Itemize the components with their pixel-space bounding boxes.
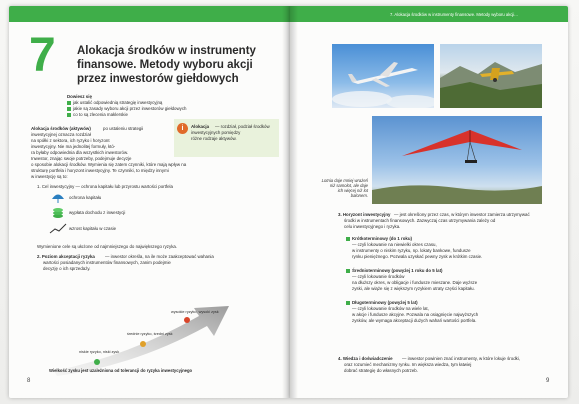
bullet-icon: [67, 101, 71, 105]
intro-lead: Alokacja środków (aktywów): [31, 126, 91, 131]
hang-glider-photo: [372, 116, 542, 204]
sub-item-title: Krótkoterminowy (do 1 roku): [352, 236, 413, 241]
right-page: [290, 6, 568, 398]
airplane-photo: [332, 44, 434, 108]
goal-label: wzrost kapitału w czasie: [69, 226, 117, 231]
item-3-line: — jest określony przez czas, w którym inwestor zamierza utrzymywać: [394, 212, 530, 217]
arrow-label-high: wysokie ryzyko, wysoki zysk: [171, 310, 219, 314]
item-4-title: 4. Wiedza i doświadczenie: [338, 356, 393, 361]
intro-line: ra byłaby odpowiednia dla wszystkich inwestorów.: [31, 150, 129, 155]
sub-item-line: zyski, ale wiąże się z większym ryzykiem utraty części kapitału.: [352, 286, 475, 291]
item-3-title: 3. Horyzont inwestycyjny: [338, 212, 391, 217]
numbered-item-2-line: — inwestor określa, na ile może zaakceptować wahania: [105, 254, 214, 259]
sub-item-line: w akcje i fundusze akcyjne. Pozwala na osiągnięcie najwyższych: [352, 312, 479, 317]
bullet-icon: [67, 113, 71, 117]
bullet-icon: [346, 237, 350, 241]
photo-caption-line: balonem.: [350, 193, 368, 198]
item-3-line: celu inwestycyjnego i ryzyka.: [344, 224, 401, 229]
sub-item-line: zysków, ale wymaga akceptacji dużych wahań wartości portfela.: [352, 318, 477, 323]
sub-item-line: — czyli lokowanie na niewielki okres czasu,: [352, 242, 437, 247]
chapter-number: 7: [29, 29, 56, 82]
sub-item-title: Średnioterminowy (powyżej 1 roku do 5 lat): [352, 268, 443, 273]
intro-line: na spółki z sektora, ich ryzyko i horyzont: [31, 138, 110, 143]
top-green-band: [9, 6, 290, 22]
page-number: 9: [546, 378, 550, 384]
intro-line: w inwestycję są to:: [31, 174, 68, 179]
numbered-item-2-line: decyzję o ich sprzedaży.: [43, 266, 91, 271]
info-icon: i: [177, 123, 188, 134]
item-3-line: środki w instrumentach finansowych. Zazwyczaj czas utrzymywania zależy od: [344, 218, 496, 223]
info-box-line: — rozdział, podział środków: [215, 124, 270, 129]
numbered-item-1: 1. Cel inwestycyjny — ochrona kapitału lub przyrostu wartości portfela: [37, 184, 173, 189]
intro-line: inwestycyjny. Nie ma jednolitej formuły, któ-: [31, 144, 116, 149]
bullet-icon: [346, 301, 350, 305]
bullet-icon: [67, 107, 71, 111]
arrow-label-low: niskie ryzyko, niski zysk: [79, 350, 120, 354]
photo-caption-line: Lotnia daje mniej wrażeń: [321, 178, 368, 183]
left-page: [9, 6, 290, 398]
sub-item-line: — czyli lokowanie środków: [352, 274, 405, 279]
umbrella-icon: [51, 192, 65, 204]
rising-line-icon: [49, 222, 67, 234]
sub-item-line: rynku pieniężnego. Pozwala uzyskać pewny zysk w krótkim czasie.: [352, 254, 483, 259]
intro-line: o sposobie alokacji środków. Wymienia się zatem czynniki, które mają wpływ na: [31, 162, 187, 167]
learn-item: jakie są zasady wyboru akcji przez inwestorów giełdowych: [73, 106, 187, 111]
numbered-item-2-line: wartości posiadanych instrumentów finansowych, zanim podejmie: [43, 260, 171, 265]
photo-caption-line: niż samolot, ale daje: [329, 183, 368, 188]
running-head: 7. Alokacja środków w instrumenty finansowe. Metody wyboru akcji...: [390, 12, 518, 17]
bullet-icon: [346, 269, 350, 273]
chapter-title: Alokacja środków w instrumenty finansowe. Metody wyboru akcji przez inwestorów giełdowych: [77, 45, 256, 85]
sub-item-line: na dłuższy okres, w obligacje i fundusze mieszane. Daje wyższe: [352, 280, 478, 285]
goal-label: ochrona kapitału: [69, 195, 102, 200]
sub-item-line: — czyli lokowanie środków na wiele lat,: [352, 306, 429, 311]
intro-line: inwestycyjnej oznacza rozdział: [31, 132, 91, 137]
info-box-line: różne rodzaje aktywów.: [191, 136, 237, 141]
info-box-title: Alokacja: [191, 124, 210, 129]
book-gutter: [282, 6, 298, 398]
note-line: Wymienione cele są ułożone od najmniejszego do największego ryzyka.: [37, 244, 178, 249]
intro-line: Inwestor, znając swoje potrzeby, podejmuje decyzje: [31, 156, 132, 161]
intro-line: strukturę portfela i horyzont inwestycyjny. Te czynniki, to między innymi: [31, 168, 169, 173]
photo-caption-line: ich więcej niż lot: [337, 188, 368, 193]
item-4-line: — inwestor powinien znać instrumenty, w które lokuje środki,: [402, 356, 521, 361]
small-plane-photo: [440, 44, 542, 108]
arrow-caption: Wielkość zysku jest uzależniona od tolerancji do ryzyka inwestycyjnego: [49, 368, 193, 373]
numbered-item-2-title: 2. Poziom akceptacji ryzyka: [37, 254, 95, 259]
info-box-line: inwestycyjnych pomiędzy: [191, 130, 241, 135]
intro-line: po ustaleniu strategii: [103, 126, 144, 131]
page-number: 8: [27, 378, 31, 384]
sub-item-title: Długoterminowy (powyżej 5 lat): [352, 300, 418, 305]
item-4-line: dobrać strategię do własnych potrzeb.: [344, 368, 418, 373]
sub-item-line: w instrumenty o niskim ryzyku, np. lokaty bankowe, fundusze: [352, 248, 471, 253]
learn-item: jak ustalić odpowiednią strategię inwestycyjną: [73, 100, 163, 105]
arrow-label-mid: średnie ryzyko, średni zysk: [127, 332, 173, 336]
learn-heading: Dowiesz się: [67, 94, 92, 99]
goal-label: wypłata dochodu z inwestycji: [69, 210, 126, 215]
stacked-coins-icon: [51, 207, 65, 219]
learn-item: co to są zlecenia maklerskie: [73, 112, 128, 117]
item-4-line: oraz rozumieć mechanizmy rynku. Im większa wiedza, tym łatwiej: [344, 362, 472, 367]
